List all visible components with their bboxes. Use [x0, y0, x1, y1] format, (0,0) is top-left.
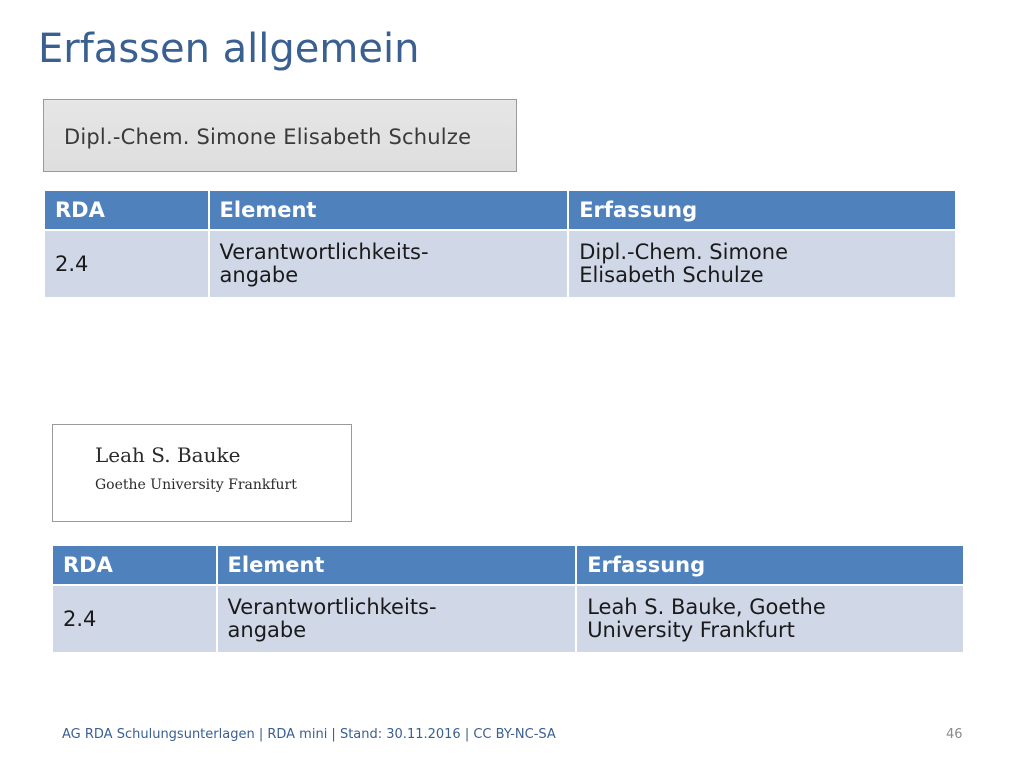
table-row	[53, 586, 963, 652]
cell-rda: 2.4	[45, 231, 208, 297]
cell-erfassung-line-2: University Frankfurt	[587, 618, 795, 642]
cell-element	[210, 231, 568, 297]
table-header-row	[45, 191, 955, 229]
header-rda: RDA	[53, 546, 216, 584]
cell-erfassung-line-1: Leah S. Bauke, Goethe	[587, 595, 826, 619]
scanned-name-image-1	[43, 99, 517, 172]
cell-element-line-1: Verantwortlichkeits-	[227, 595, 437, 619]
slide-footer: AG RDA Schulungsunterlagen | RDA mini | Stand: 30.11.2016 | CC BY-NC-SA	[62, 727, 556, 742]
cell-erfassung-line-1: Dipl.-Chem. Simone	[579, 240, 789, 264]
cell-rda: 2.4	[53, 586, 216, 652]
scanned-name-image-2	[52, 424, 352, 522]
slide-title: Erfassen allgemein	[38, 26, 420, 72]
header-erfassung: Erfassung	[577, 546, 963, 584]
rda-table-1	[43, 189, 957, 299]
table-row	[45, 231, 955, 297]
cell-element-line-2: angabe	[227, 618, 307, 642]
scanned-name-line-2: Goethe University Frankfurt	[95, 477, 297, 493]
scanned-name-text: Dipl.-Chem. Simone Elisabeth Schulze	[64, 124, 472, 149]
table-header-row	[53, 546, 963, 584]
cell-erfassung-line-2: Elisabeth Schulze	[579, 263, 764, 287]
cell-element-line-2: angabe	[219, 263, 299, 287]
header-erfassung: Erfassung	[569, 191, 955, 229]
cell-element	[218, 586, 576, 652]
header-element: Element	[210, 191, 568, 229]
header-rda: RDA	[45, 191, 208, 229]
cell-erfassung	[577, 586, 963, 652]
cell-element-line-1: Verantwortlichkeits-	[219, 240, 429, 264]
cell-erfassung	[569, 231, 955, 297]
rda-table-2	[51, 544, 965, 654]
page-number: 46	[946, 727, 963, 742]
header-element: Element	[218, 546, 576, 584]
scanned-name-line-1: Leah S. Bauke	[95, 443, 241, 467]
